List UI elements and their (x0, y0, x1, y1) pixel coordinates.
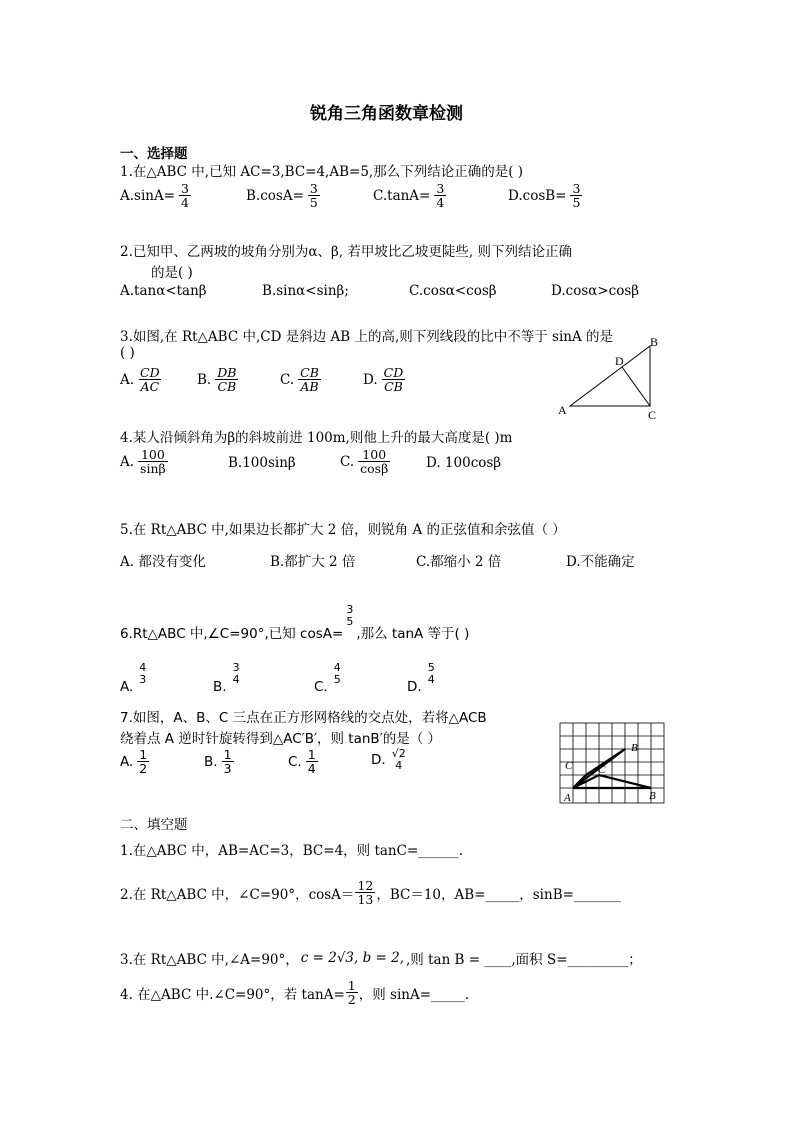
q3-option-c: C. $\frac{CB}{AB}$ (280, 365, 319, 395)
q2-stem-cont: 的是( ) (151, 265, 193, 281)
q6-stem: 6.Rt△ABC 中,∠C=90°,已知 cosA= 3 5 ,那么 tanA 等于( ) (120, 603, 470, 642)
q7-option-d: D. √2 4 (371, 747, 406, 772)
q2-option-d: D.cosα>cosβ (551, 283, 640, 299)
section-fill-heading: 二、填空题 (120, 817, 188, 833)
q7-label-b-prime: B (631, 742, 638, 754)
q7-option-c: C. $\frac{1}{4}$ (288, 747, 316, 777)
q2-option-a: A.tanα<tanβ (120, 283, 207, 299)
q1-stem: 1.在△ABC 中,已知 AC=3,BC=4,AB=5,那么下列结论正确的是( ) (120, 164, 524, 180)
q7-option-b: B. $\frac{1}{3}$ (204, 747, 232, 777)
q5-option-d: D.不能确定 (566, 554, 635, 570)
q5-option-c: C.都缩小 2 倍 (416, 554, 502, 570)
q4-option-c: C. $\frac{100}{\cos\beta}$ (340, 447, 389, 477)
q4-option-d: D. 100cosβ (426, 455, 502, 471)
q3-label-b: B (650, 335, 659, 349)
q6-option-d: D. 5 4 (407, 661, 435, 695)
q4-stem: 4.某人沿倾斜角为β的斜坡前进 100m,则他上升的最大高度是( )m (120, 430, 513, 446)
q4-option-b: B.100sinβ (228, 455, 296, 471)
section-choice-heading: 一、选择题 (120, 146, 188, 162)
q4-option-a: A. $\frac{100}{\sin\beta}$ (120, 447, 166, 477)
q3-option-a: A. $\frac{CD}{AC}$ (120, 365, 160, 395)
q6-option-c: C. 4 5 (314, 661, 341, 695)
fill-q2: 2.在 Rt△ABC 中，∠C=90°，cosA＝ $\frac{12}{13}$ ，BC＝10，AB=_____，sinB=_______ (120, 878, 622, 908)
q7-label-c: C (565, 760, 573, 772)
q7-stem: 7.如图，A、B、C 三点在正方形网格线的交点处，若将△ACB (120, 710, 487, 726)
q7-label-c-prime: C (598, 764, 606, 776)
q3-stem-cont: ( ) (120, 345, 135, 361)
q1-option-a: A.sinA= $\frac{3}{4}$ (120, 181, 189, 211)
q7-stem-cont: 绕着点 A 逆时针旋转得到△AC′B′，则 tanB′的是（ ） (120, 731, 442, 747)
q3-label-a: A (558, 403, 567, 417)
q2-stem: 2.已知甲、乙两坡的坡角分别为α、β, 若甲坡比乙坡更陡些, 则下列结论正确 (120, 244, 572, 260)
q7-option-a: A. $\frac{1}{2}$ (120, 747, 148, 777)
q3-option-b: B. $\frac{DB}{CB}$ (197, 365, 237, 395)
q6-option-b: B. 3 4 (213, 661, 240, 695)
q3-stem: 3.如图,在 Rt△ABC 中,CD 是斜边 AB 上的高,则下列线段的比中不等于 sinA 的是 (120, 329, 614, 345)
q3-label-d: D (615, 354, 624, 368)
q6-option-a: A. 4 3 (120, 661, 147, 695)
page-title: 锐角三角函数章检测 (310, 104, 463, 124)
q1-option-d: D.cosB= $\frac{3}{5}$ (508, 181, 581, 211)
q7-grid-figure (558, 721, 666, 805)
q5-option-a: A. 都没有变化 (120, 554, 206, 570)
fill-q3: 3.在 Rt△ABC 中,∠A=90°， c = 2√3, b = 2, ,则 tan B = ____ ,面积 S=_________； (120, 950, 642, 968)
q7-label-b: B (649, 790, 656, 802)
q5-option-b: B.都扩大 2 倍 (270, 554, 356, 570)
q1-option-b: B.cosA= $\frac{3}{5}$ (246, 181, 318, 211)
fill-q4: 4. 在△ABC 中.∠C=90°，若 tanA= $\frac{1}{2}$ ，则 sinA=_____. (120, 978, 470, 1008)
q2-option-b: B.sinα<sinβ; (262, 283, 349, 299)
fill-q1: 1.在△ABC 中，AB=AC=3，BC=4，则 tanC=______. (120, 843, 464, 859)
q7-label-a: A (564, 792, 571, 804)
q3-triangle-figure (555, 334, 665, 424)
q3-label-c: C (648, 408, 657, 422)
q5-stem: 5.在 Rt△ABC 中,如果边长都扩大 2 倍，则锐角 A 的正弦值和余弦值（ ） (120, 522, 566, 538)
q1-option-c: C.tanA= $\frac{3}{4}$ (373, 181, 445, 211)
q3-option-d: D. $\frac{CD}{CB}$ (363, 365, 404, 395)
q2-option-c: C.cosα<cosβ (409, 283, 497, 299)
